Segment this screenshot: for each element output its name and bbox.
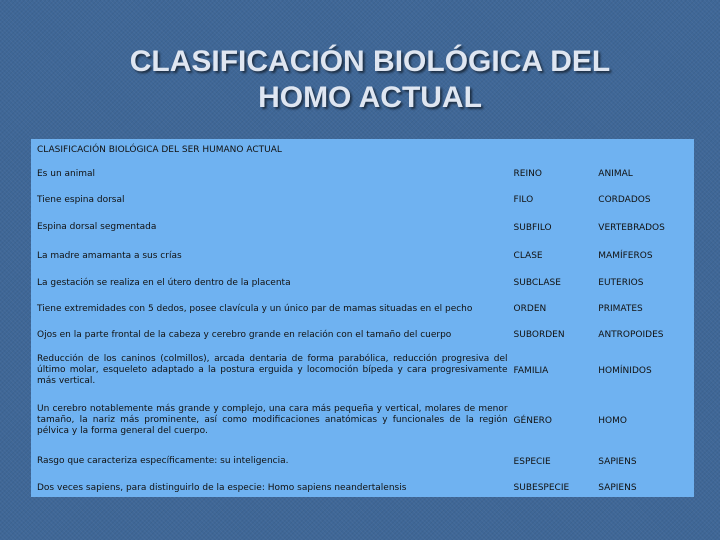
classification-table	[31, 139, 694, 497]
table-row	[37, 448, 688, 475]
table-row	[37, 322, 688, 348]
table-row	[37, 242, 688, 270]
row-value: SAPIENS	[598, 483, 637, 493]
row-rank: GÉNERO	[513, 415, 552, 426]
table-row	[37, 161, 688, 187]
table-row	[37, 348, 688, 393]
row-description: Un cerebro notablemente más grande y complejo, una cara más pequeña y vertical, molares de menor tamaño, la nariz más prominente, así como modificaciones anatómicas y funcionales de la región pélvica y la forma general del cuerpo.	[37, 404, 508, 436]
row-value: SAPIENS	[598, 456, 637, 467]
table-row	[37, 393, 688, 448]
table-row	[37, 296, 688, 322]
row-value: MAMÍFEROS	[598, 251, 653, 261]
table-caption: CLASIFICACIÓN BIOLÓGICA DEL SER HUMANO ACTUAL	[37, 145, 282, 155]
row-description: Rasgo que caracteriza específicamente: su inteligencia.	[37, 456, 289, 466]
table-row	[37, 187, 688, 213]
row-rank: ORDEN	[513, 304, 547, 314]
row-description: La gestación se realiza en el útero dentro de la placenta	[37, 277, 291, 288]
row-rank: SUBFILO	[513, 222, 552, 233]
row-description: La madre amamanta a sus crías	[37, 250, 182, 261]
row-value: VERTEBRADOS	[598, 222, 665, 233]
table-row	[37, 213, 688, 242]
row-value: CORDADOS	[598, 195, 651, 205]
table-row	[37, 270, 688, 296]
row-value: ANTROPOIDES	[598, 330, 664, 340]
row-description: Espina dorsal segmentada	[37, 222, 157, 232]
row-description: Tiene extremidades con 5 dedos, posee clavícula y un único par de mamas situadas en el pecho	[37, 303, 473, 314]
row-rank: FAMILIA	[513, 365, 549, 376]
row-description: Tiene espina dorsal	[37, 194, 125, 205]
row-rank: REINO	[513, 169, 542, 179]
table-row	[37, 475, 688, 501]
row-description: Reducción de los caninos (colmillos), arcada dentaria de forma parabólica, reducción progresiva del último molar, esqueleto adaptado a la postura erguida y locomoción bípeda y cara progresivamente más vertical.	[37, 354, 508, 386]
row-value: HOMÍNIDOS	[598, 365, 652, 376]
row-value: HOMO	[598, 415, 627, 426]
row-description: Es un animal	[37, 168, 96, 179]
slide-title-line-2: HOMO ACTUAL	[258, 81, 482, 114]
row-rank: CLASE	[513, 251, 543, 261]
row-rank: FILO	[513, 195, 534, 205]
row-rank: ESPECIE	[513, 456, 551, 467]
slide-title	[60, 44, 680, 116]
row-rank: SUBCLASE	[513, 278, 561, 288]
slide-title-line-1: CLASIFICACIÓN BIOLÓGICA DEL	[129, 45, 611, 78]
row-value: ANIMAL	[598, 169, 633, 179]
row-value: PRIMATES	[598, 304, 643, 314]
row-description: Dos veces sapiens, para distinguirlo de la especie: Homo sapiens neandertalensis	[37, 482, 407, 493]
row-rank: SUBESPECIE	[513, 483, 570, 493]
row-value: EUTERIOS	[598, 278, 644, 288]
row-description: Ojos en la parte frontal de la cabeza y cerebro grande en relación con el tamaño del cuerpo	[37, 329, 452, 340]
row-rank: SUBORDEN	[513, 330, 565, 340]
